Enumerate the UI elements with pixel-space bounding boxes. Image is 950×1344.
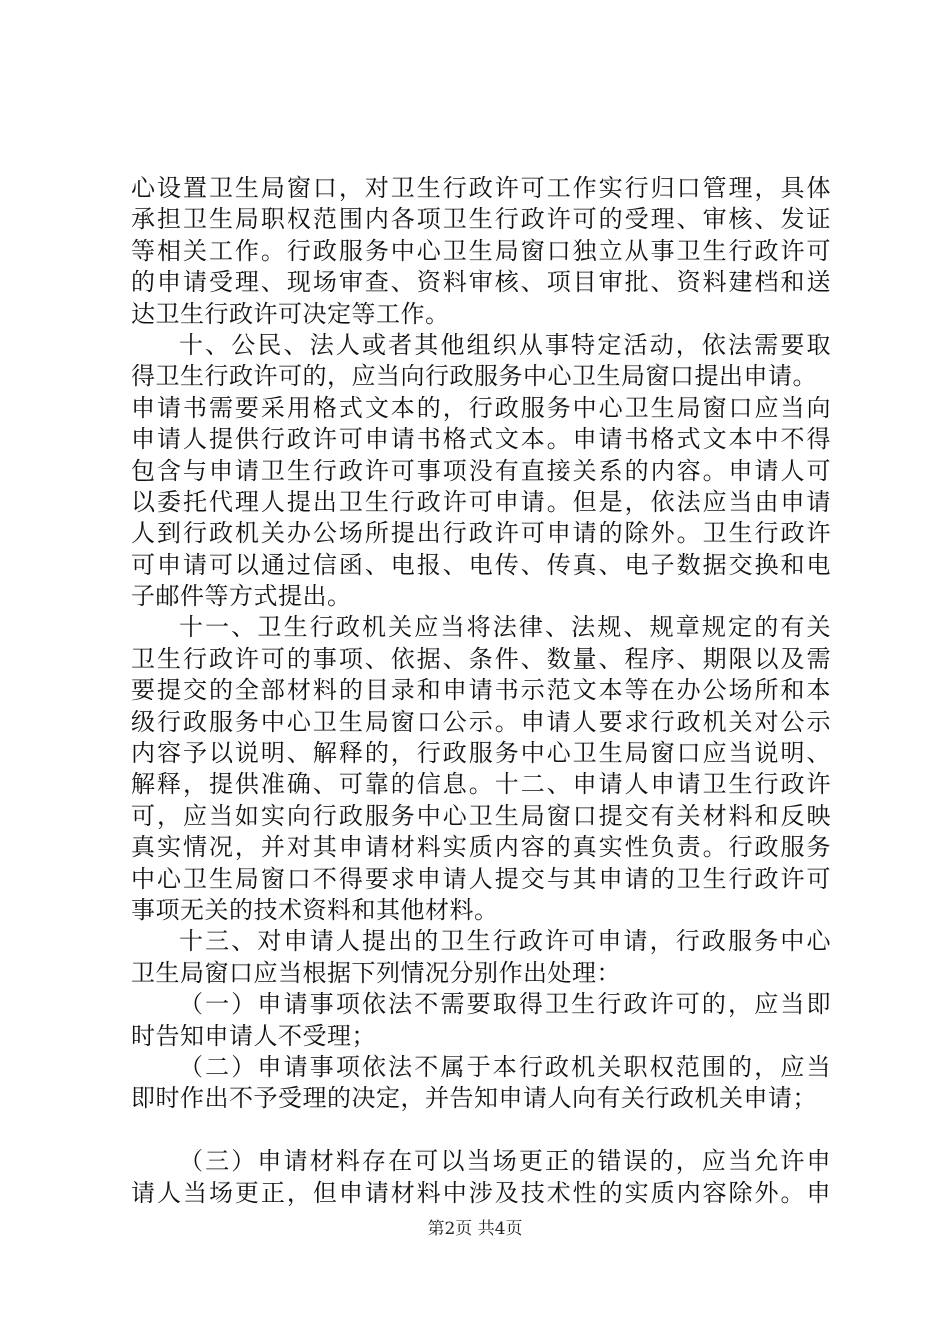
text-line: 时告知申请人不受理； [131,1021,376,1050]
paragraph-start-line: （二）申请事项依法不属于本行政机关职权范围的，应当 [179,1052,831,1081]
text-line: 子邮件等方式提出。 [131,582,352,611]
paragraph-start-line: 十一、卫生行政机关应当将法律、法规、规章规定的有关 [179,613,831,642]
text-line: 卫生行政许可的事项、依据、条件、数量、程序、期限以及需 [131,644,831,673]
text-line: 真实情况，并对其申请材料实质内容的真实性负责。行政服务 [131,833,831,862]
text-line: 卫生局窗口应当根据下列情况分别作出处理： [131,958,621,987]
paragraph-start-line: 十三、对申请人提出的卫生行政许可申请，行政服务中心 [179,927,831,956]
paragraph-start-line: （三）申请材料存在可以当场更正的错误的，应当允许申 [179,1147,831,1176]
text-line: 申请书需要采用格式文本的，行政服务中心卫生局窗口应当向 [131,393,831,422]
text-line: 的申请受理、现场审查、资料审核、项目审批、资料建档和送 [131,268,831,297]
text-line: 人到行政机关办公场所提出行政许可申请的除外。卫生行政许 [131,519,831,548]
text-line: 得卫生行政许可的，应当向行政服务中心卫生局窗口提出申请。 [131,362,817,391]
blank-line [131,1115,831,1146]
text-line: 级行政服务中心卫生局窗口公示。申请人要求行政机关对公示 [131,707,831,736]
text-line: 以委托代理人提出卫生行政许可申请。但是，依法应当由申请 [131,487,831,516]
document-body [131,173,831,1209]
text-line: 承担卫生局职权范围内各项卫生行政许可的受理、审核、发证 [131,205,831,234]
text-line: 心设置卫生局窗口，对卫生行政许可工作实行归口管理，具体 [131,174,831,202]
paragraph-start-line: 十、公民、法人或者其他组织从事特定活动，依法需要取 [179,330,831,359]
text-line: 即时作出不予受理的决定，并告知申请人向有关行政机关申请； [131,1084,817,1113]
paragraph-start-line: （一）申请事项依法不需要取得卫生行政许可的，应当即 [179,990,831,1019]
text-line: 解释，提供准确、可靠的信息。十二、申请人申请卫生行政许 [131,770,831,799]
text-line: 请人当场更正，但申请材料中涉及技术性的实质内容除外。申 [131,1178,831,1207]
text-line: 中心卫生局窗口不得要求申请人提交与其申请的卫生行政许可 [131,864,831,893]
text-line: 事项无关的技术资料和其他材料。 [131,895,499,924]
text-line: 等相关工作。行政服务中心卫生局窗口独立从事卫生行政许可 [131,236,831,265]
text-line: 内容予以说明、解释的，行政服务中心卫生局窗口应当说明、 [131,739,831,768]
page-number-footer: 第2页 共4页 [427,1219,523,1239]
text-line: 申请人提供行政许可申请书格式文本。申请书格式文本中不得 [131,425,831,454]
text-line: 可申请可以通过信函、电报、电传、传真、电子数据交换和电 [131,550,831,579]
text-line: 要提交的全部材料的目录和申请书示范文本等在办公场所和本 [131,676,831,705]
text-line: 达卫生行政许可决定等工作。 [131,299,450,328]
text-line: 包含与申请卫生行政许可事项没有直接关系的内容。申请人可 [131,456,831,485]
text-line: 可，应当如实向行政服务中心卫生局窗口提交有关材料和反映 [131,801,831,830]
